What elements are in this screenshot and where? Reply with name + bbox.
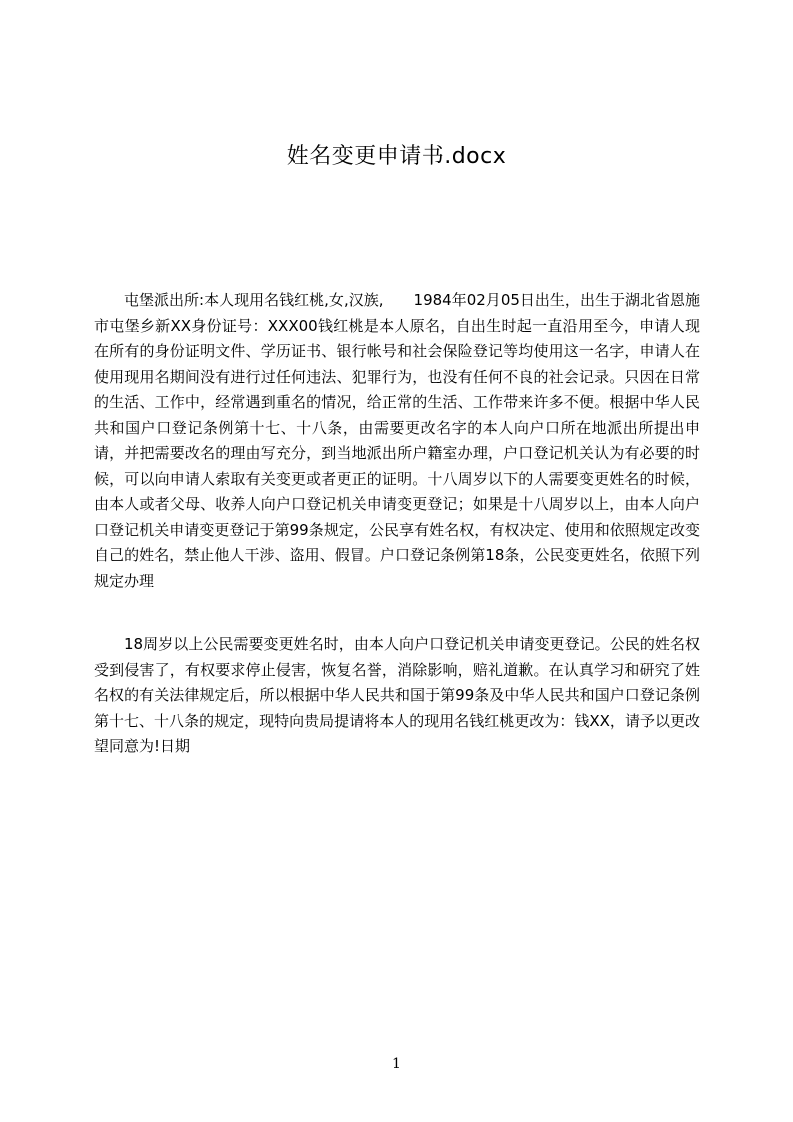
document-title: 姓名变更申请书.docx <box>286 144 507 169</box>
page-number: 1 <box>392 1056 401 1072</box>
body-paragraph-2: 18周岁以上公民需要变更姓名时，由本人向户口登记机关申请变更登记。公民的姓名权受到侵害了，有权要求停止侵害，恢复名誉，消除影响，赔礼道歉。在认真学习和研究了姓名权的有关法律规定后，所以根据中华人民共和国于第99条及中华人民共和国户口登记条例第十七、十八条的规定，现特向贵局提请将本人的现用名钱红桃更改为：钱XX，请予以更改望同意为!日期 <box>94 635 700 755</box>
body-paragraph-1: 屯堡派出所:本人现用名钱红桃,女,汉族, 1984年02月05日出生，出生于湖北省恩施市屯堡乡新XX身份证号：XXX00钱红桃是本人原名，自出生时起一直沿用至今，申请人现在所有的身份证明文件、学历证书、银行帐号和社会保险登记等均使用这一名字，申请人在使用现用名期间没有进行过任何违法、犯罪行为，也没有任何不良的社会记录。只因在日常的生活、工作中，经常遇到重名的情况，给正常的生活、工作带来许多不便。根据中华人民共和国户口登记条例第十七、十八条，由需要更改名字的本人向户口所在地派出所提出申请，并把需要改名的理由写充分，到当地派出所户籍室办理，户口登记机关认为有必要的时候，可以向申请人索取有关变更或者更正的证明。十八周岁以下的人需要变更姓名的时候，由本人或者父母、收养人向户口登记机关申请变更登记；如果是十八周岁以上，由本人向户口登记机关申请变更登记于第99条规定，公民享有姓名权，有权决定、使用和依照规定改变自己的姓名，禁止他人干涉、盗用、假冒。户口登记条例第18条，公民变更姓名，依照下列规定办理 <box>94 291 700 590</box>
